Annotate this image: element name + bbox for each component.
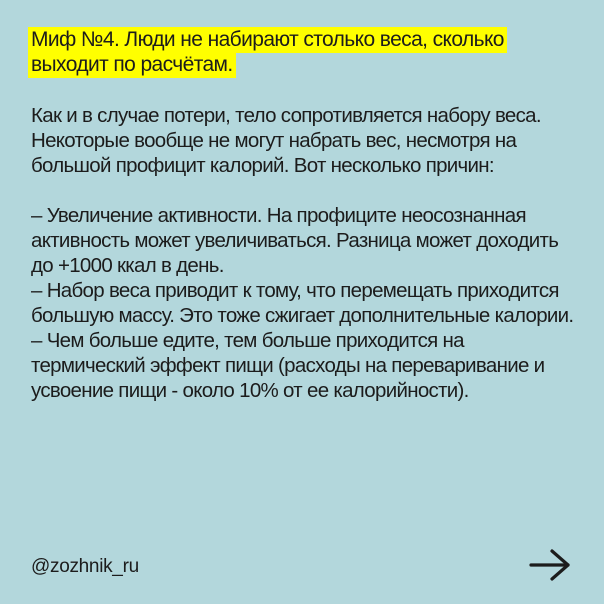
post-heading	[31, 27, 579, 77]
list-item: – Набор веса приводит к тому, что перемещать приходится большую массу. Это тоже сжигает дополнительные калории.	[31, 279, 574, 327]
list-item: – Чем больше едите, тем больше приходится на термический эффект пищи (расходы на переваривание и усвоение пищи - около 10% от ее калорийности).	[31, 329, 545, 402]
post-content	[31, 27, 579, 403]
account-handle: @zozhnik_ru	[31, 556, 139, 577]
list-item: – Увеличение активности. На профиците неосознанная активность может увеличиваться. Разница может доходить до +1000 ккал в день.	[31, 204, 559, 277]
arrow-right-icon[interactable]	[528, 548, 572, 582]
heading-highlight: Миф №4. Люди не набирают столько веса, сколько выходит по расчётам.	[28, 27, 507, 78]
reasons-list	[31, 203, 579, 403]
intro-paragraph: Как и в случае потери, тело сопротивляется набору веса. Некоторые вообще не могут набрать вес, несмотря на большой профицит калорий. Вот несколько причин:	[31, 104, 541, 177]
